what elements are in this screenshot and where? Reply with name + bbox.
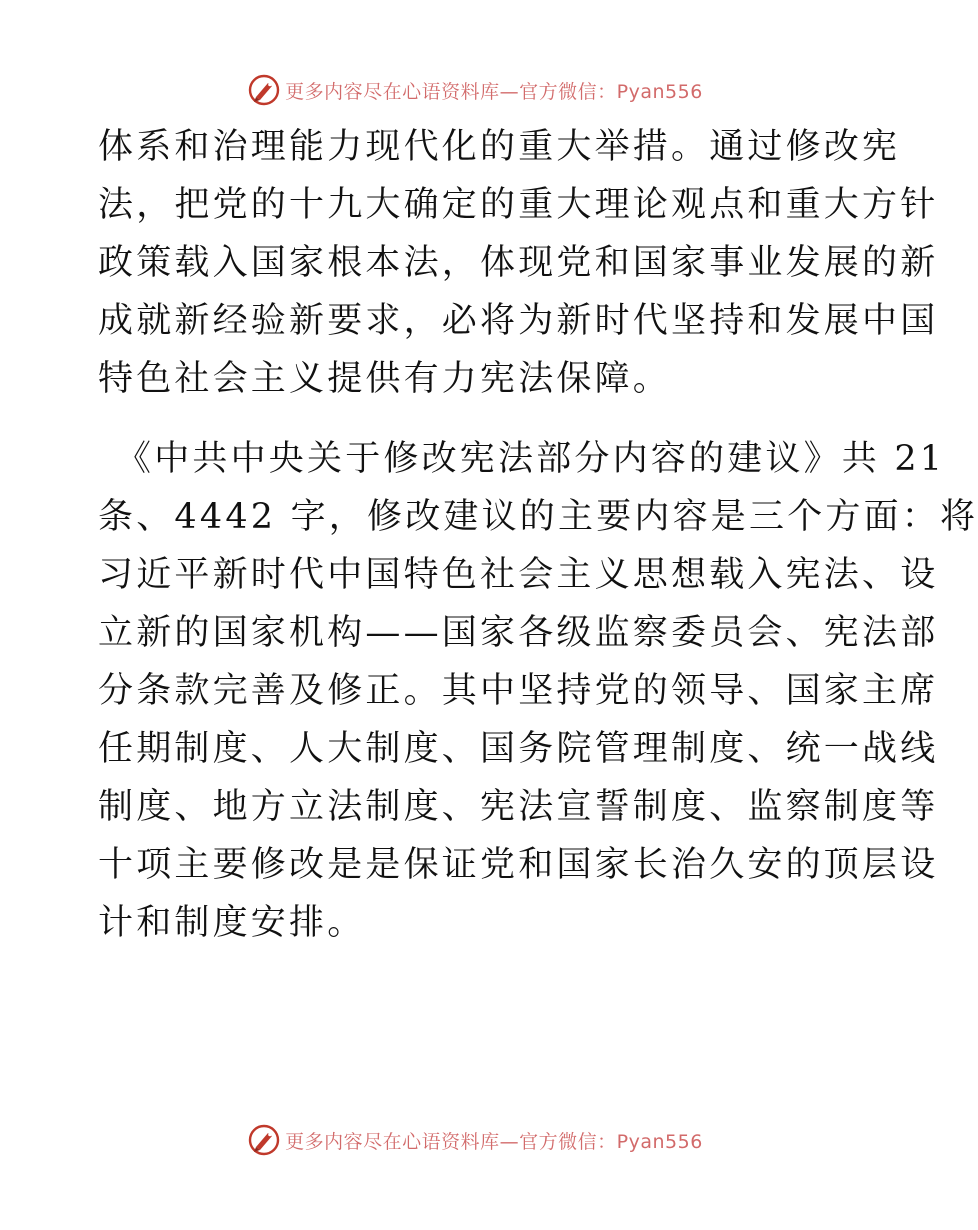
text-line: 成就新经验新要求，必将为新时代坚持和发展中国 — [98, 301, 939, 341]
watermark-account: Pyan556 — [616, 1130, 703, 1153]
text-line: 《中共中央关于修改宪法部分内容的建议》共 21 — [116, 439, 946, 479]
watermark-text: 更多内容尽在心语资料库—官方微信：Pyan556 — [285, 80, 703, 103]
header-watermark — [0, 72, 950, 108]
paragraph-2 — [98, 430, 978, 952]
text-line: 立新的国家机构——国家各级监察委员会、宪法部 — [98, 613, 939, 653]
text-line: 分条款完善及修正。其中坚持党的领导、国家主席 — [98, 671, 939, 711]
text-line: 法，把党的十九大确定的重大理论观点和重大方针 — [98, 185, 939, 225]
footer-watermark — [0, 1122, 950, 1158]
text-line: 政策载入国家根本法，体现党和国家事业发展的新 — [98, 243, 939, 283]
paragraph-spacer — [98, 408, 878, 430]
text-line: 任期制度、人大制度、国务院管理制度、统一战线 — [98, 729, 939, 769]
document-body — [98, 118, 978, 952]
watermark-text: 更多内容尽在心语资料库—官方微信：Pyan556 — [285, 1130, 703, 1153]
paragraph-1 — [98, 118, 939, 408]
pen-logo-icon — [247, 73, 281, 107]
pen-logo-icon — [247, 1123, 281, 1157]
text-line: 习近平新时代中国特色社会主义思想载入宪法、设 — [98, 555, 939, 595]
text-line: 条、4442 字，修改建议的主要内容是三个方面：将 — [98, 497, 978, 537]
text-line: 制度、地方立法制度、宪法宣誓制度、监察制度等 — [98, 787, 939, 827]
watermark-account: Pyan556 — [616, 80, 703, 103]
text-line: 特色社会主义提供有力宪法保障。 — [98, 359, 672, 399]
text-line: 十项主要修改是是保证党和国家长治久安的顶层设 — [98, 845, 939, 885]
text-line: 计和制度安排。 — [98, 903, 366, 943]
text-line: 体系和治理能力现代化的重大举措。通过修改宪 — [98, 127, 901, 167]
